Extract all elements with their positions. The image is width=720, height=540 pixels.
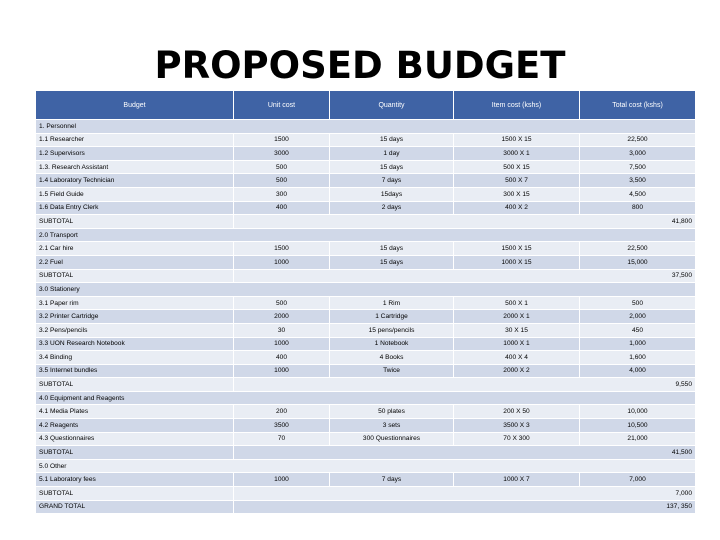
quantity-cell: 1 Cartridge <box>330 310 454 324</box>
budget-item-label: 1.1 Researcher <box>36 133 234 147</box>
quantity-cell: 15 days <box>330 255 454 269</box>
item-cost-cell: 3000 X 1 <box>454 147 580 161</box>
section-label: 1. Personnel <box>36 120 696 134</box>
unit-cost-cell: 70 <box>234 432 330 446</box>
table-row <box>36 133 696 147</box>
budget-item-label: 1.6 Data Entry Clerk <box>36 201 234 215</box>
subtotal-row <box>36 215 696 229</box>
item-cost-cell: 200 X 50 <box>454 405 580 419</box>
total-cost-cell: 22,500 <box>580 242 696 256</box>
section-label: 2.0 Transport <box>36 228 696 242</box>
subtotal-value: 41,800 <box>234 215 696 229</box>
item-cost-cell: 30 X 15 <box>454 323 580 337</box>
budget-item-label: 1.5 Field Guide <box>36 187 234 201</box>
total-cost-cell: 3,500 <box>580 174 696 188</box>
subtotal-label: SUBTOTAL <box>36 269 234 283</box>
unit-cost-cell: 200 <box>234 405 330 419</box>
total-cost-cell: 4,000 <box>580 364 696 378</box>
total-cost-cell: 500 <box>580 296 696 310</box>
quantity-cell: 1 Rim <box>330 296 454 310</box>
quantity-cell: 7 days <box>330 174 454 188</box>
quantity-cell: 15 days <box>330 160 454 174</box>
quantity-cell: 50 plates <box>330 405 454 419</box>
total-cost-cell: 1,600 <box>580 351 696 365</box>
table-row <box>36 432 696 446</box>
table-row <box>36 310 696 324</box>
subtotal-row <box>36 487 696 501</box>
header-row <box>36 91 696 120</box>
table-row <box>36 255 696 269</box>
budget-item-label: 2.1 Car hire <box>36 242 234 256</box>
quantity-cell: Twice <box>330 364 454 378</box>
grand-total-row <box>36 500 696 514</box>
table-body <box>36 120 696 514</box>
header-total-cost: Total cost (kshs) <box>580 91 696 120</box>
table-row <box>36 323 696 337</box>
table-row <box>36 160 696 174</box>
item-cost-cell: 500 X 7 <box>454 174 580 188</box>
table-row <box>36 296 696 310</box>
budget-item-label: 2.2 Fuel <box>36 255 234 269</box>
item-cost-cell: 1000 X 15 <box>454 255 580 269</box>
item-cost-cell: 1500 X 15 <box>454 242 580 256</box>
total-cost-cell: 4,500 <box>580 187 696 201</box>
total-cost-cell: 1,000 <box>580 337 696 351</box>
item-cost-cell: 400 X 4 <box>454 351 580 365</box>
header-quantity: Quantity <box>330 91 454 120</box>
unit-cost-cell: 1000 <box>234 364 330 378</box>
item-cost-cell: 1500 X 15 <box>454 133 580 147</box>
budget-item-label: 4.1 Media Plates <box>36 405 234 419</box>
unit-cost-cell: 3000 <box>234 147 330 161</box>
header-item-cost: Item cost (kshs) <box>454 91 580 120</box>
subtotal-row <box>36 269 696 283</box>
item-cost-cell: 300 X 15 <box>454 187 580 201</box>
item-cost-cell: 3500 X 3 <box>454 419 580 433</box>
unit-cost-cell: 400 <box>234 351 330 365</box>
quantity-cell: 7 days <box>330 473 454 487</box>
subtotal-value: 7,000 <box>234 487 696 501</box>
total-cost-cell: 7,000 <box>580 473 696 487</box>
total-cost-cell: 10,000 <box>580 405 696 419</box>
unit-cost-cell: 1000 <box>234 255 330 269</box>
table-row <box>36 174 696 188</box>
total-cost-cell: 22,500 <box>580 133 696 147</box>
unit-cost-cell: 500 <box>234 160 330 174</box>
subtotal-label: SUBTOTAL <box>36 215 234 229</box>
table-row <box>36 147 696 161</box>
section-row <box>36 391 696 405</box>
table-row <box>36 419 696 433</box>
section-label: 5.0 Other <box>36 459 696 473</box>
quantity-cell: 15 pens/pencils <box>330 323 454 337</box>
total-cost-cell: 800 <box>580 201 696 215</box>
table-row <box>36 187 696 201</box>
table-row <box>36 201 696 215</box>
quantity-cell: 15 days <box>330 242 454 256</box>
unit-cost-cell: 1000 <box>234 473 330 487</box>
budget-item-label: 3.1 Paper rim <box>36 296 234 310</box>
grand-total-label: GRAND TOTAL <box>36 500 234 514</box>
grand-total-value: 137, 350 <box>234 500 696 514</box>
table-row <box>36 351 696 365</box>
quantity-cell: 2 days <box>330 201 454 215</box>
quantity-cell: 3 sets <box>330 419 454 433</box>
subtotal-value: 9,550 <box>234 378 696 392</box>
quantity-cell: 4 Books <box>330 351 454 365</box>
section-label: 3.0 Stationery <box>36 283 696 297</box>
budget-item-label: 3.4 Binding <box>36 351 234 365</box>
subtotal-label: SUBTOTAL <box>36 487 234 501</box>
item-cost-cell: 500 X 1 <box>454 296 580 310</box>
budget-item-label: 5.1 Laboratory fees <box>36 473 234 487</box>
budget-item-label: 3.5 Internet bundles <box>36 364 234 378</box>
budget-item-label: 1.2 Supervisors <box>36 147 234 161</box>
budget-item-label: 3.3 UON Research Notebook <box>36 337 234 351</box>
section-row <box>36 228 696 242</box>
quantity-cell: 15days <box>330 187 454 201</box>
budget-table-container <box>35 90 695 514</box>
subtotal-value: 41,500 <box>234 446 696 460</box>
header-unit-cost: Unit cost <box>234 91 330 120</box>
section-row <box>36 120 696 134</box>
subtotal-row <box>36 446 696 460</box>
subtotal-label: SUBTOTAL <box>36 446 234 460</box>
item-cost-cell: 2000 X 2 <box>454 364 580 378</box>
budget-table <box>35 90 696 514</box>
unit-cost-cell: 500 <box>234 296 330 310</box>
unit-cost-cell: 400 <box>234 201 330 215</box>
item-cost-cell: 2000 X 1 <box>454 310 580 324</box>
table-row <box>36 364 696 378</box>
total-cost-cell: 10,500 <box>580 419 696 433</box>
budget-item-label: 1.4 Laboratory Technician <box>36 174 234 188</box>
quantity-cell: 1 Notebook <box>330 337 454 351</box>
total-cost-cell: 3,000 <box>580 147 696 161</box>
subtotal-label: SUBTOTAL <box>36 378 234 392</box>
item-cost-cell: 400 X 2 <box>454 201 580 215</box>
total-cost-cell: 21,000 <box>580 432 696 446</box>
total-cost-cell: 2,000 <box>580 310 696 324</box>
header-budget: Budget <box>36 91 234 120</box>
total-cost-cell: 450 <box>580 323 696 337</box>
subtotal-row <box>36 378 696 392</box>
unit-cost-cell: 1500 <box>234 242 330 256</box>
unit-cost-cell: 300 <box>234 187 330 201</box>
unit-cost-cell: 3500 <box>234 419 330 433</box>
total-cost-cell: 7,500 <box>580 160 696 174</box>
section-row <box>36 283 696 297</box>
unit-cost-cell: 1000 <box>234 337 330 351</box>
quantity-cell: 1 day <box>330 147 454 161</box>
table-row <box>36 405 696 419</box>
total-cost-cell: 15,000 <box>580 255 696 269</box>
item-cost-cell: 1000 X 7 <box>454 473 580 487</box>
subtotal-value: 37,500 <box>234 269 696 283</box>
budget-item-label: 3.2 Pens/pencils <box>36 323 234 337</box>
budget-item-label: 4.3 Questionnaires <box>36 432 234 446</box>
unit-cost-cell: 500 <box>234 174 330 188</box>
item-cost-cell: 500 X 15 <box>454 160 580 174</box>
item-cost-cell: 1000 X 1 <box>454 337 580 351</box>
table-row <box>36 242 696 256</box>
table-row <box>36 337 696 351</box>
page-title: PROPOSED BUDGET <box>154 44 566 87</box>
unit-cost-cell: 30 <box>234 323 330 337</box>
section-label: 4.0 Equipment and Reagents <box>36 391 696 405</box>
item-cost-cell: 70 X 300 <box>454 432 580 446</box>
budget-item-label: 3.2 Printer Cartridge <box>36 310 234 324</box>
table-row <box>36 473 696 487</box>
quantity-cell: 300 Questionnaires <box>330 432 454 446</box>
section-row <box>36 459 696 473</box>
unit-cost-cell: 2000 <box>234 310 330 324</box>
table-header <box>36 91 696 120</box>
budget-item-label: 1.3. Research Assistant <box>36 160 234 174</box>
quantity-cell: 15 days <box>330 133 454 147</box>
budget-item-label: 4.2 Reagents <box>36 419 234 433</box>
unit-cost-cell: 1500 <box>234 133 330 147</box>
